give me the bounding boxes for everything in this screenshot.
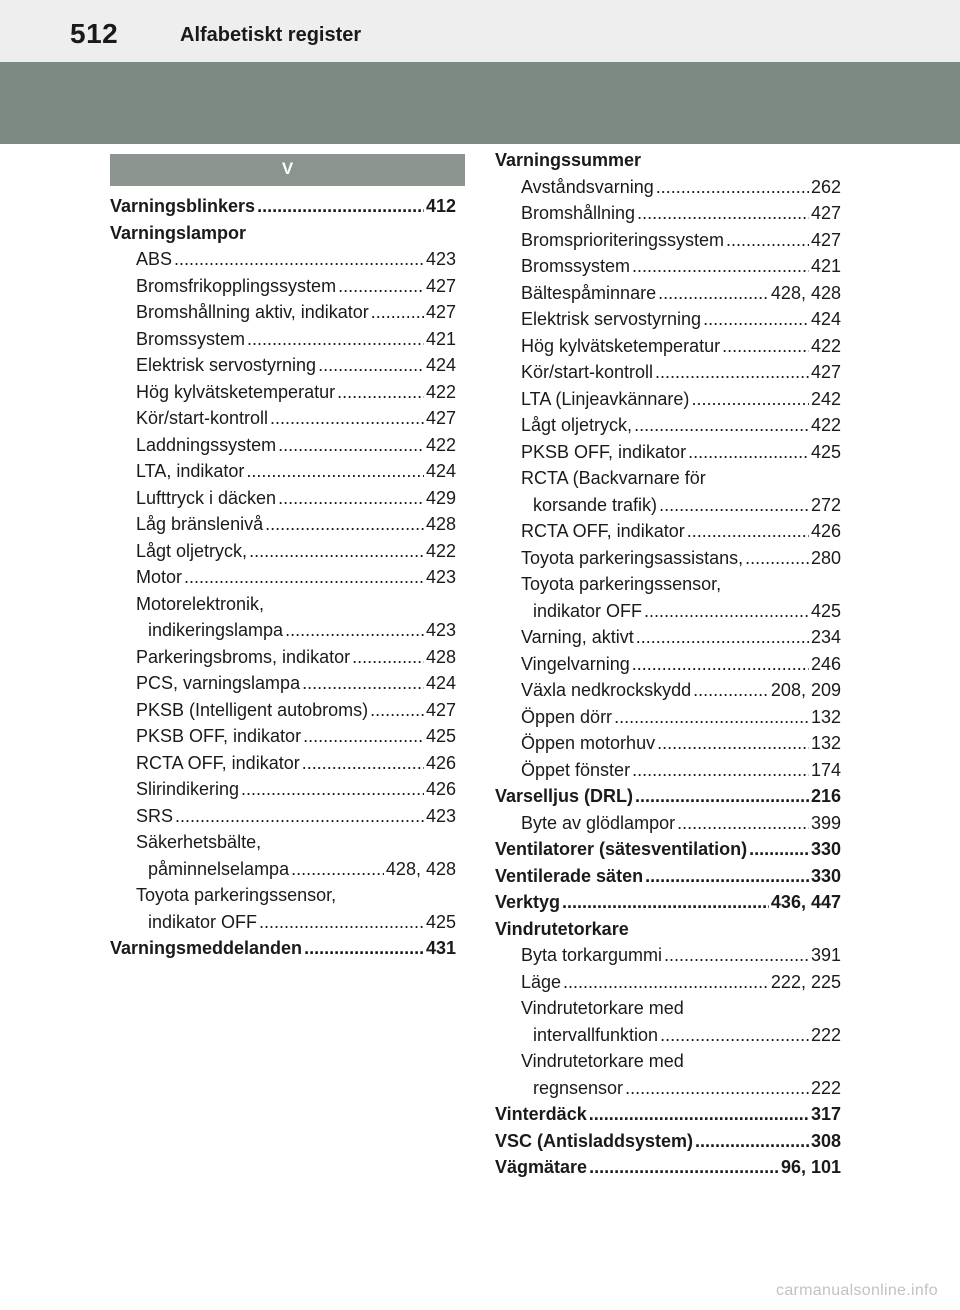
entry-page-ref[interactable]: 262 <box>810 176 841 197</box>
entry-term: Bältespåminnare <box>521 282 657 303</box>
index-entry <box>110 432 456 459</box>
dot-leader <box>563 969 769 996</box>
entry-term: Vindrutetorkare med <box>521 998 684 1018</box>
index-entry <box>495 863 841 890</box>
index-entry <box>495 386 841 413</box>
dot-leader <box>589 1154 779 1181</box>
entry-term: Lufttryck i däcken <box>136 487 277 508</box>
index-entry <box>495 200 841 227</box>
index-entry <box>110 458 456 485</box>
dot-leader <box>656 174 809 201</box>
entry-term: Byta torkargummi <box>521 945 663 965</box>
header-band <box>0 62 960 144</box>
index-entry <box>110 644 456 671</box>
index-entry <box>495 889 841 916</box>
entry-term: Ventilatorer (sätesventilation) <box>495 839 748 859</box>
entry-term: RCTA (Backvarnare för <box>521 468 706 488</box>
index-entry <box>495 306 841 333</box>
entry-term: Vindrutetorkare <box>495 918 629 939</box>
entry-term: Öppen dörr <box>521 706 613 727</box>
dot-leader <box>695 1128 809 1155</box>
index-entry <box>495 412 841 439</box>
dot-leader <box>304 935 424 962</box>
entry-page-ref[interactable]: 427 <box>425 408 456 428</box>
index-entry <box>110 299 456 326</box>
dot-leader <box>259 909 424 936</box>
entry-page-ref[interactable]: 391 <box>810 945 841 965</box>
entry-term: intervallfunktion <box>533 1024 659 1045</box>
dot-leader <box>636 624 809 651</box>
entry-term: Hög kylvätsketemperatur <box>521 335 721 356</box>
dot-leader <box>677 810 809 837</box>
dot-leader <box>693 677 769 704</box>
entry-page-ref[interactable]: 308 <box>810 1130 841 1151</box>
entry-term: indikator OFF <box>533 600 643 621</box>
index-entry <box>110 220 456 247</box>
entry-term: Låg bränslenivå <box>136 514 264 534</box>
entry-term: Vägmätare <box>495 1157 588 1177</box>
entry-page-ref[interactable]: 423 <box>425 620 456 640</box>
dot-leader <box>246 458 424 485</box>
entry-page-ref[interactable]: 422 <box>810 335 841 356</box>
entry-page-ref[interactable]: 425 <box>810 441 841 462</box>
index-entry <box>495 518 841 545</box>
index-entry <box>495 730 841 757</box>
dot-leader <box>278 432 424 459</box>
entry-page-ref[interactable]: 246 <box>810 653 841 674</box>
entry-term: Bromshållning aktiv, indikator <box>136 302 369 322</box>
entry-page-ref[interactable]: 242 <box>810 388 841 409</box>
index-entry <box>495 174 841 201</box>
index-entry <box>110 405 456 432</box>
entry-page-ref[interactable]: 426 <box>425 752 456 773</box>
page-header <box>0 0 960 62</box>
entry-page-ref[interactable]: 317 <box>810 1104 841 1124</box>
entry-page-ref[interactable]: 425 <box>425 911 456 932</box>
entry-page-ref[interactable]: 426 <box>810 521 841 541</box>
entry-term: Bromssystem <box>136 328 246 349</box>
index-entry <box>495 810 841 837</box>
entry-page-ref[interactable]: 422 <box>810 415 841 435</box>
dot-leader <box>634 412 809 439</box>
entry-term: Bromssystem <box>521 256 631 276</box>
entry-page-ref[interactable]: 208, 209 <box>770 680 841 700</box>
dot-leader <box>589 1101 809 1128</box>
dot-leader <box>174 246 424 273</box>
dot-leader <box>632 253 809 280</box>
dot-leader <box>726 227 809 254</box>
index-entry <box>110 935 456 962</box>
entry-term: PKSB OFF, indikator <box>521 441 687 462</box>
index-entry <box>110 723 456 750</box>
entry-term: Ventilerade säten <box>495 865 644 886</box>
page-title: Alfabetiskt register <box>180 24 362 46</box>
entry-page-ref[interactable]: 399 <box>810 812 841 833</box>
index-entry <box>495 147 841 174</box>
entry-page-ref[interactable]: 429 <box>425 487 456 508</box>
dot-leader <box>625 1075 809 1102</box>
entry-term: Toyota parkeringssensor, <box>136 885 337 905</box>
page-number: 512 <box>70 18 119 49</box>
entry-term: regnsensor <box>533 1077 624 1098</box>
index-entry <box>495 571 841 598</box>
entry-page-ref[interactable]: 425 <box>425 726 456 746</box>
entry-page-ref[interactable]: 423 <box>425 567 456 587</box>
entry-page-ref[interactable]: 421 <box>810 256 841 276</box>
entry-term: Vingelvarning <box>521 653 630 674</box>
entry-term: Bromshållning <box>521 203 636 223</box>
dot-leader <box>645 863 809 890</box>
entry-page-ref[interactable]: 222 <box>810 1024 841 1045</box>
index-entry <box>110 326 456 353</box>
entry-term: Bromsfrikopplingssystem <box>136 275 337 296</box>
entry-page-ref[interactable]: 428, 428 <box>385 858 456 879</box>
index-entry <box>495 704 841 731</box>
dot-leader <box>688 439 809 466</box>
entry-page-ref[interactable]: 428, 428 <box>770 282 841 303</box>
entry-term: Verktyg <box>495 892 561 912</box>
entry-page-ref[interactable]: 421 <box>425 328 456 349</box>
entry-page-ref[interactable]: 422 <box>425 434 456 455</box>
dot-leader <box>691 386 809 413</box>
index-entry <box>495 1048 841 1075</box>
dot-leader <box>265 511 424 538</box>
index-entry <box>495 677 841 704</box>
section-letter: V <box>281 159 294 178</box>
entry-term: Elektrisk servostyrning <box>521 309 702 329</box>
index-entry <box>495 942 841 969</box>
index-entry <box>495 757 841 784</box>
dot-leader <box>270 405 424 432</box>
dot-leader <box>370 697 424 724</box>
dot-leader <box>644 598 809 625</box>
dot-leader <box>371 299 424 326</box>
entry-term: Avståndsvarning <box>521 176 654 197</box>
dot-leader <box>278 485 424 512</box>
dot-leader <box>657 730 809 757</box>
index-entry <box>110 803 456 830</box>
index-entry <box>110 193 456 220</box>
entry-term: Växla nedkrockskydd <box>521 680 692 700</box>
index-entry <box>495 969 841 996</box>
index-entry <box>110 379 456 406</box>
index-entry <box>110 538 456 565</box>
entry-page-ref[interactable]: 427 <box>425 275 456 296</box>
dot-leader <box>257 193 424 220</box>
index-entry <box>110 511 456 538</box>
dot-leader <box>562 889 769 916</box>
dot-leader <box>303 723 424 750</box>
entry-term: Motor <box>136 567 183 587</box>
dot-leader <box>247 326 424 353</box>
index-entry <box>495 1022 841 1049</box>
index-entry <box>110 909 456 936</box>
entry-term: Varselljus (DRL) <box>495 786 634 806</box>
index-entry <box>495 995 841 1022</box>
entry-page-ref[interactable]: 174 <box>810 759 841 780</box>
section-letter-bar <box>110 154 465 186</box>
entry-page-ref[interactable]: 272 <box>810 494 841 515</box>
entry-page-ref[interactable]: 424 <box>425 673 456 693</box>
entry-term: Varningssummer <box>495 150 642 170</box>
dot-leader <box>352 644 424 671</box>
index-entry <box>495 1128 841 1155</box>
index-entry <box>110 273 456 300</box>
index-entry <box>495 227 841 254</box>
entry-page-ref[interactable]: 427 <box>425 699 456 720</box>
dot-leader <box>749 836 809 863</box>
index-entry <box>110 856 456 883</box>
dot-leader <box>337 379 424 406</box>
index-entry <box>110 246 456 273</box>
index-entry <box>495 1075 841 1102</box>
entry-term: Toyota parkeringssensor, <box>521 574 722 594</box>
entry-page-ref[interactable]: 427 <box>425 302 456 322</box>
entry-term: Varning, aktivt <box>521 627 634 647</box>
index-column-right <box>495 147 841 1181</box>
index-entry <box>110 352 456 379</box>
dot-leader <box>703 306 809 333</box>
dot-leader <box>249 538 424 565</box>
index-entry <box>110 591 456 618</box>
entry-term: indikator OFF <box>148 911 258 932</box>
dot-leader <box>614 704 809 731</box>
entry-term: Toyota parkeringsassistans, <box>521 547 744 568</box>
entry-page-ref[interactable]: 427 <box>810 229 841 250</box>
entry-page-ref[interactable]: 436, 447 <box>770 892 841 912</box>
entry-term: Motorelektronik, <box>136 593 265 614</box>
entry-term: ABS <box>136 249 173 269</box>
entry-term: Parkeringsbroms, indikator <box>136 646 351 667</box>
index-entry <box>110 485 456 512</box>
entry-page-ref[interactable]: 234 <box>810 627 841 647</box>
index-entry <box>495 598 841 625</box>
index-entry <box>495 916 841 943</box>
index-entry <box>495 783 841 810</box>
entry-term: LTA, indikator <box>136 461 245 481</box>
entry-page-ref[interactable]: 132 <box>810 706 841 727</box>
index-entry <box>495 836 841 863</box>
index-entry <box>110 882 456 909</box>
entry-page-ref[interactable]: 431 <box>425 938 456 958</box>
dot-leader <box>722 333 809 360</box>
dot-leader <box>175 803 424 830</box>
entry-page-ref[interactable]: 280 <box>810 547 841 568</box>
entry-page-ref[interactable]: 426 <box>425 779 456 799</box>
entry-term: Hög kylvätsketemperatur <box>136 381 336 402</box>
dot-leader <box>285 617 424 644</box>
entry-term: Öppet fönster <box>521 759 631 780</box>
entry-term: Varningslampor <box>110 222 247 243</box>
entry-page-ref[interactable]: 222, 225 <box>770 971 841 992</box>
entry-page-ref[interactable]: 412 <box>425 196 456 216</box>
entry-page-ref[interactable]: 423 <box>425 249 456 269</box>
entry-page-ref[interactable]: 428 <box>425 646 456 667</box>
entry-page-ref[interactable]: 427 <box>810 362 841 382</box>
entry-page-ref[interactable]: 422 <box>425 540 456 561</box>
entry-term: SRS <box>136 805 174 826</box>
index-entry <box>495 624 841 651</box>
entry-page-ref[interactable]: 424 <box>425 355 456 375</box>
dot-leader <box>637 200 809 227</box>
watermark: carmanualsonline.info <box>776 1282 938 1299</box>
entry-page-ref[interactable]: 216 <box>810 786 841 806</box>
entry-term: Kör/start-kontroll <box>136 408 269 428</box>
index-column-left <box>110 193 456 962</box>
dot-leader <box>318 352 424 379</box>
entry-term: Varningsmeddelanden <box>110 938 303 958</box>
index-entry <box>495 439 841 466</box>
entry-term: Vinterdäck <box>495 1104 587 1124</box>
entry-term: indikeringslampa <box>148 620 284 640</box>
dot-leader <box>635 783 809 810</box>
index-entry <box>495 545 841 572</box>
entry-term: RCTA OFF, indikator <box>521 521 685 541</box>
entry-page-ref[interactable]: 132 <box>810 733 841 753</box>
entry-term: Kör/start-kontroll <box>521 362 654 382</box>
entry-page-ref[interactable]: 424 <box>810 309 841 329</box>
entry-term: Bromsprioriteringssystem <box>521 229 725 250</box>
dot-leader <box>655 359 809 386</box>
entry-page-ref[interactable]: 96, 101 <box>780 1157 841 1177</box>
index-entry <box>110 697 456 724</box>
entry-term: Öppen motorhuv <box>521 733 656 753</box>
entry-term: påminnelselampa <box>148 858 290 879</box>
entry-term: PKSB OFF, indikator <box>136 726 302 746</box>
index-entry <box>110 617 456 644</box>
dot-leader <box>302 750 424 777</box>
entry-term: Lågt oljetryck, <box>521 415 633 435</box>
dot-leader <box>241 776 424 803</box>
index-entry <box>495 1101 841 1128</box>
entry-page-ref[interactable]: 425 <box>810 600 841 621</box>
index-entry <box>495 465 841 492</box>
index-entry <box>495 359 841 386</box>
entry-page-ref[interactable]: 427 <box>810 203 841 223</box>
entry-term: Säkerhetsbälte, <box>136 832 262 852</box>
dot-leader <box>338 273 424 300</box>
entry-term: korsande trafik) <box>533 494 658 515</box>
entry-page-ref[interactable]: 222 <box>810 1077 841 1098</box>
dot-leader <box>184 564 424 591</box>
entry-term: Byte av glödlampor <box>521 812 676 833</box>
index-entry <box>495 651 841 678</box>
entry-term: PCS, varningslampa <box>136 673 301 693</box>
index-entry <box>110 750 456 777</box>
dot-leader <box>745 545 809 572</box>
index-entry <box>495 333 841 360</box>
index-entry <box>110 776 456 803</box>
entry-page-ref[interactable]: 424 <box>425 461 456 481</box>
index-entry <box>110 564 456 591</box>
entry-term: Elektrisk servostyrning <box>136 355 317 375</box>
entry-term: Slirindikering <box>136 779 240 799</box>
index-entry <box>110 829 456 856</box>
entry-term: Vindrutetorkare med <box>521 1051 684 1071</box>
dot-leader <box>659 492 809 519</box>
entry-term: Läge <box>521 971 562 992</box>
entry-page-ref[interactable]: 428 <box>425 514 456 534</box>
index-entry <box>495 492 841 519</box>
entry-term: VSC (Antisladdsystem) <box>495 1130 694 1151</box>
entry-term: Varningsblinkers <box>110 196 256 216</box>
index-entry <box>495 280 841 307</box>
entry-term: RCTA OFF, indikator <box>136 752 300 773</box>
entry-term: Lågt oljetryck, <box>136 540 248 561</box>
entry-page-ref[interactable]: 330 <box>810 865 841 886</box>
entry-page-ref[interactable]: 330 <box>810 839 841 859</box>
entry-term: PKSB (Intelligent autobroms) <box>136 699 369 720</box>
dot-leader <box>632 651 809 678</box>
dot-leader <box>658 280 769 307</box>
index-entry <box>110 670 456 697</box>
index-entry <box>495 253 841 280</box>
entry-page-ref[interactable]: 422 <box>425 381 456 402</box>
dot-leader <box>302 670 424 697</box>
dot-leader <box>660 1022 809 1049</box>
dot-leader <box>687 518 809 545</box>
index-entry <box>495 1154 841 1181</box>
dot-leader <box>632 757 809 784</box>
dot-leader <box>291 856 384 883</box>
entry-term: LTA (Linjeavkännare) <box>521 388 690 409</box>
entry-page-ref[interactable]: 423 <box>425 805 456 826</box>
dot-leader <box>664 942 809 969</box>
entry-term: Laddningssystem <box>136 434 277 455</box>
